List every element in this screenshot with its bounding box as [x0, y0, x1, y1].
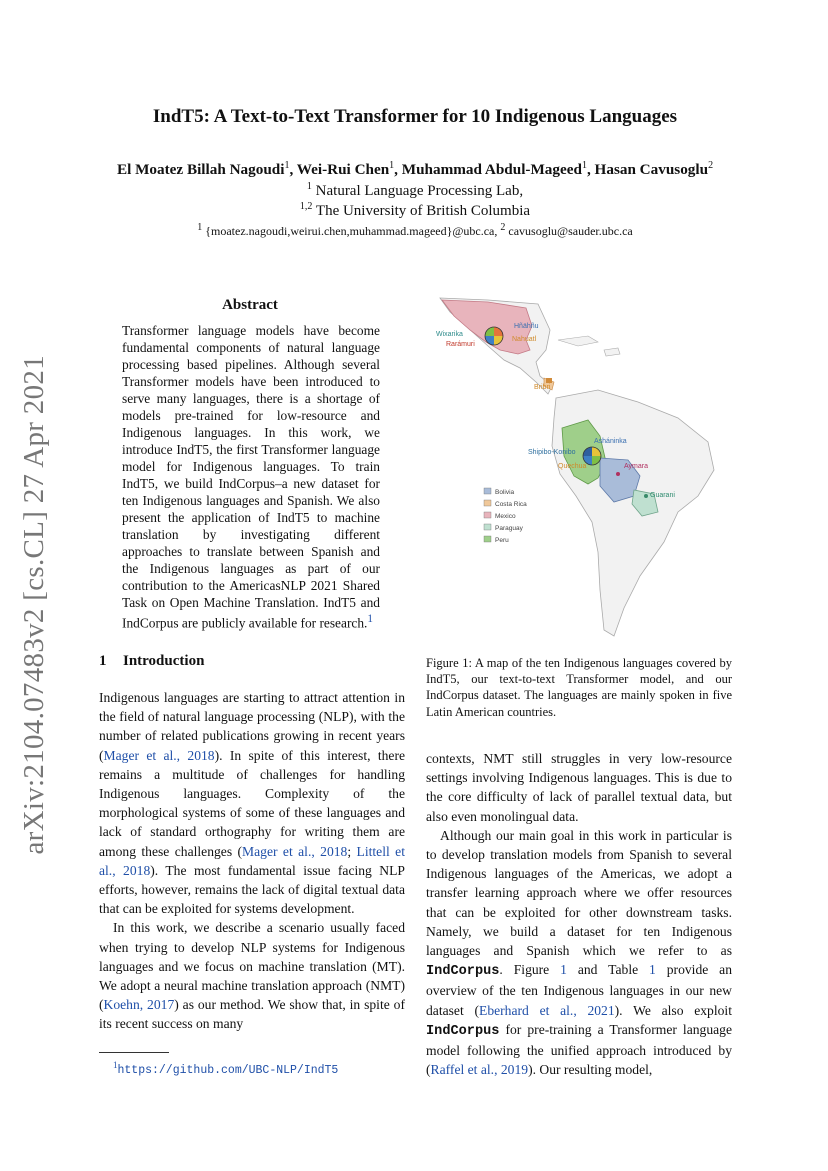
- label-wixarika: Wixarika: [436, 331, 463, 338]
- legend-bolivia: Bolivia: [495, 489, 515, 496]
- citation-link[interactable]: Eberhard et al., 2021: [479, 1002, 615, 1018]
- abstract-heading: Abstract: [222, 297, 278, 313]
- author-list: El Moatez Billah Nagoudi$^1$, Wei-Rui Chen$^1$, Muhammad Abdul-Mageed$^1$, Hasan Cavusoglu$^2$: [116, 160, 714, 179]
- label-quechua: Quechua: [558, 463, 587, 470]
- intro-right-column: [426, 749, 732, 1079]
- legend-peru: Peru: [495, 537, 509, 544]
- intro-left-column: [99, 688, 405, 1034]
- paper-title: IndT5: A Text-to-Text Transformer for 10 Indigenous Languages: [152, 106, 678, 127]
- abstract-text: Transformer language models have become fundamental components of natural language processing based pipelines. Although several Transformer models have been introduced to serve many languages, there is a shortage of models pre-trained for low-resource and Indigenous languages. In this work, we introduce IndT5, the first Transformer language model for Indigenous languages. To train IndT5, we build IndCorpus–a new dataset for ten Indigenous languages and Spanish. We also present the application of IndT5 to machine translation by investigating different approaches to translate between Spanish and the Indigenous languages as part of our contribution to the AmericasNLP 2021 Shared Task on Open Machine Translation. IndT5 and IndCorpus are publicly available for research.$^1$: [122, 323, 380, 631]
- figure-ref-link[interactable]: 1: [560, 962, 567, 978]
- figure-map: [428, 290, 728, 650]
- affiliation-lab: $^1$ Natural Language Processing Lab,: [306, 181, 524, 199]
- citation-link[interactable]: Mager et al., 2018: [242, 843, 348, 859]
- map-island: [558, 336, 598, 346]
- label-hnahnu: Hñähñu: [514, 323, 539, 330]
- map-legend: [484, 488, 527, 544]
- label-guarani: Guarani: [650, 492, 675, 499]
- author-emails: $^1$ {moatez.nagoudi,weirui.chen,muhammad.mageed}@ubc.ca, $^2$ cavusoglu@sauder.ubc.ca: [197, 222, 633, 238]
- label-raramuri: Rarámuri: [446, 341, 475, 348]
- marker-aymara: [616, 472, 620, 476]
- citation-link[interactable]: Raffel et al., 2019: [430, 1062, 529, 1078]
- legend-paraguay: Paraguay: [495, 525, 523, 532]
- footnote-url-link[interactable]: https://github.com/UBC-NLP/IndT5: [117, 1063, 339, 1077]
- label-ashaninka: Asháninka: [594, 438, 627, 445]
- affiliation-university: $^{1,2}$ The University of British Columbia: [299, 201, 531, 219]
- code-indcorpus: IndCorpus: [426, 964, 500, 980]
- legend-mexico: Mexico: [495, 513, 516, 520]
- label-nahuatl: Nahuatl: [512, 336, 537, 343]
- pie-marker-mexico: [485, 327, 503, 345]
- author-name: El Moatez Billah Nagoudi: [116, 161, 285, 179]
- label-shipibo-konibo: Shipibo-Konibo: [528, 449, 576, 456]
- footnote-rule: [99, 1052, 169, 1053]
- citation-link[interactable]: Mager et al., 2018: [103, 747, 215, 763]
- footnote-ref[interactable]: 1: [367, 613, 373, 625]
- marker-bribri: [546, 378, 552, 383]
- intro-paragraph-3: contexts, NMT still struggles in very low-resource settings involving Indigenous languages. This is due to the core difficulty of lack of parallel textual data, but also even monolingual data.: [426, 751, 732, 824]
- author-name: Hasan Cavusoglu: [594, 161, 709, 179]
- marker-guarani: [644, 494, 648, 498]
- intro-paragraph-1: Indigenous languages are starting to attract attention in the field of natural language processing (NLP), with the number of related publications growing in recent years (Mager et al., 2018). In spite of this interest, there remains a multitude of challenges for handling Indigenous languages. Complexity of the morphological systems of some of these languages and lack of standard orthography for writing them are among these challenges (Mager et al., 2018; Littell et al., 2018). The most fundamental issue facing NLP efforts, however, remains the lack of digital textual data that can be exploited for systems development.: [99, 690, 406, 917]
- citation-link[interactable]: Littell et al., 2018: [99, 843, 405, 878]
- code-indcorpus: IndCorpus: [426, 1023, 500, 1039]
- footnote: $^1$https://github.com/UBC-NLP/IndT5: [113, 1060, 339, 1077]
- author-name: Wei-Rui Chen: [296, 161, 390, 179]
- table-ref-link[interactable]: 1: [649, 962, 656, 978]
- section-heading-introduction: 1 Introduction: [99, 653, 205, 669]
- label-aymara: Aymara: [624, 463, 648, 470]
- author-name: Muhammad Abdul-Mageed: [401, 161, 582, 179]
- intro-paragraph-2: In this work, we describe a scenario usually faced when trying to develop NLP systems for Indigenous languages and we focus on machine translation (MT). We adopt a neural machine translation approach (NMT) (Koehn, 2017) as our method. We show that, in spite of its recent success on many: [99, 920, 405, 1032]
- legend-costa-rica: Costa Rica: [495, 501, 527, 508]
- arxiv-identifier: arXiv:2104.07483v2 [cs.CL] 27 Apr 2021: [17, 355, 50, 855]
- intro-paragraph-4: Although our main goal in this work in particular is to develop translation models from Spanish to several Indigenous languages of the Americas, we adopt a transfer learning approach where we offer resources that can be exploited for other downstream tasks. Namely, we build a dataset for ten Indigenous languages and Spanish which we refer to as IndCorpus. Figure 1 and Table 1 provide an overview of the ten Indigenous languages in our new dataset (Eberhard et al., 2021). We also exploit IndCorpus for pre-training a Transformer language model following the unified approach introduced by (Raffel et al., 2019). Our resulting model,: [426, 827, 733, 1078]
- figure-caption: Figure 1: A map of the ten Indigenous languages covered by IndT5, our text-to-text Transformer model, and our IndCorpus dataset. The languages are mainly spoken in five Latin American countries.: [426, 656, 732, 719]
- citation-link[interactable]: Koehn, 2017: [103, 997, 175, 1013]
- label-bribri: Bribri: [534, 384, 551, 391]
- latin-america-map: [428, 290, 728, 650]
- map-island: [604, 348, 620, 356]
